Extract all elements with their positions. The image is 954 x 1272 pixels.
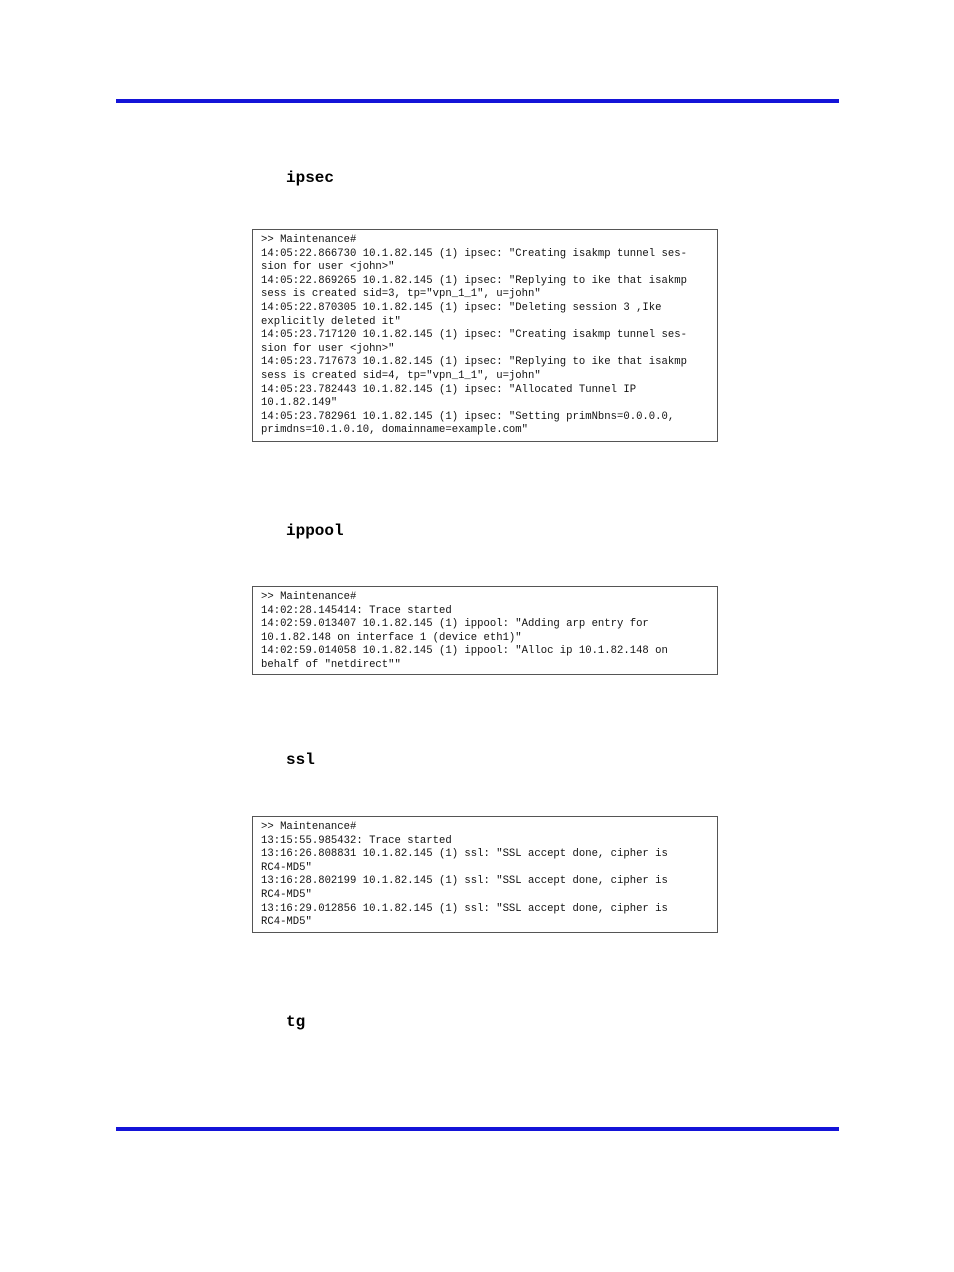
log-line: >> Maintenance# [261, 591, 357, 603]
log-line: 14:05:22.866730 10.1.82.145 (1) ipsec: "Creating isakmp tunnel ses- [261, 247, 687, 260]
section-heading-ssl: ssl [286, 751, 315, 769]
log-line: RC4-MD5" [261, 916, 312, 929]
log-line: sess is created sid=3, tp="vpn_1_1", u=john" [261, 288, 541, 301]
log-line: 13:16:26.808831 10.1.82.145 (1) ssl: "SSL accept done, cipher is [261, 848, 668, 861]
section-heading-ippool: ippool [286, 522, 344, 540]
log-line: RC4-MD5" [261, 888, 312, 901]
log-line: RC4-MD5" [261, 861, 312, 874]
log-box-ssl [252, 816, 718, 933]
footer-rule [116, 1127, 839, 1131]
log-line: 14:05:23.782961 10.1.82.145 (1) ipsec: "Setting primNbns=0.0.0.0, [261, 410, 675, 423]
log-line: behalf of "netdirect"" [261, 658, 401, 671]
log-line: 14:05:23.717120 10.1.82.145 (1) ipsec: "Creating isakmp tunnel ses- [261, 329, 687, 342]
log-line: 14:02:59.013407 10.1.82.145 (1) ippool: "Adding arp entry for [261, 618, 649, 631]
log-line: 10.1.82.149" [261, 397, 338, 410]
log-box-ippool [252, 586, 718, 675]
log-line: primdns=10.1.0.10, domainname=example.com" [261, 424, 529, 437]
log-line: >> Maintenance# [261, 234, 357, 246]
log-line: 13:15:55.985432: Trace started [261, 834, 452, 847]
log-line: 14:02:28.145414: Trace started [261, 604, 452, 617]
header-rule [116, 99, 839, 103]
log-line: sess is created sid=4, tp="vpn_1_1", u=john" [261, 369, 541, 382]
section-heading-ipsec: ipsec [286, 169, 335, 187]
log-line: 13:16:29.012856 10.1.82.145 (1) ssl: "SSL accept done, cipher is [261, 902, 668, 915]
log-box-ipsec [252, 229, 718, 442]
log-line: >> Maintenance# [261, 821, 357, 833]
section-heading-tg: tg [286, 1013, 306, 1031]
log-line: 14:05:23.782443 10.1.82.145 (1) ipsec: "Allocated Tunnel IP [261, 383, 637, 396]
log-line: sion for user <john>" [261, 261, 395, 274]
log-line: 14:02:59.014058 10.1.82.145 (1) ippool: "Alloc ip 10.1.82.148 on [261, 645, 668, 658]
log-line: 13:16:28.802199 10.1.82.145 (1) ssl: "SSL accept done, cipher is [261, 875, 668, 888]
log-line: 14:05:22.869265 10.1.82.145 (1) ipsec: "Replying to ike that isakmp [261, 274, 687, 287]
log-line: 14:05:23.717673 10.1.82.145 (1) ipsec: "Replying to ike that isakmp [261, 356, 687, 369]
log-line: sion for user <john>" [261, 342, 395, 355]
log-line: 10.1.82.148 on interface 1 (device eth1)" [261, 631, 522, 644]
log-line: explicitly deleted it" [261, 315, 401, 328]
log-line: 14:05:22.870305 10.1.82.145 (1) ipsec: "Deleting session 3 ,Ike [261, 301, 662, 314]
